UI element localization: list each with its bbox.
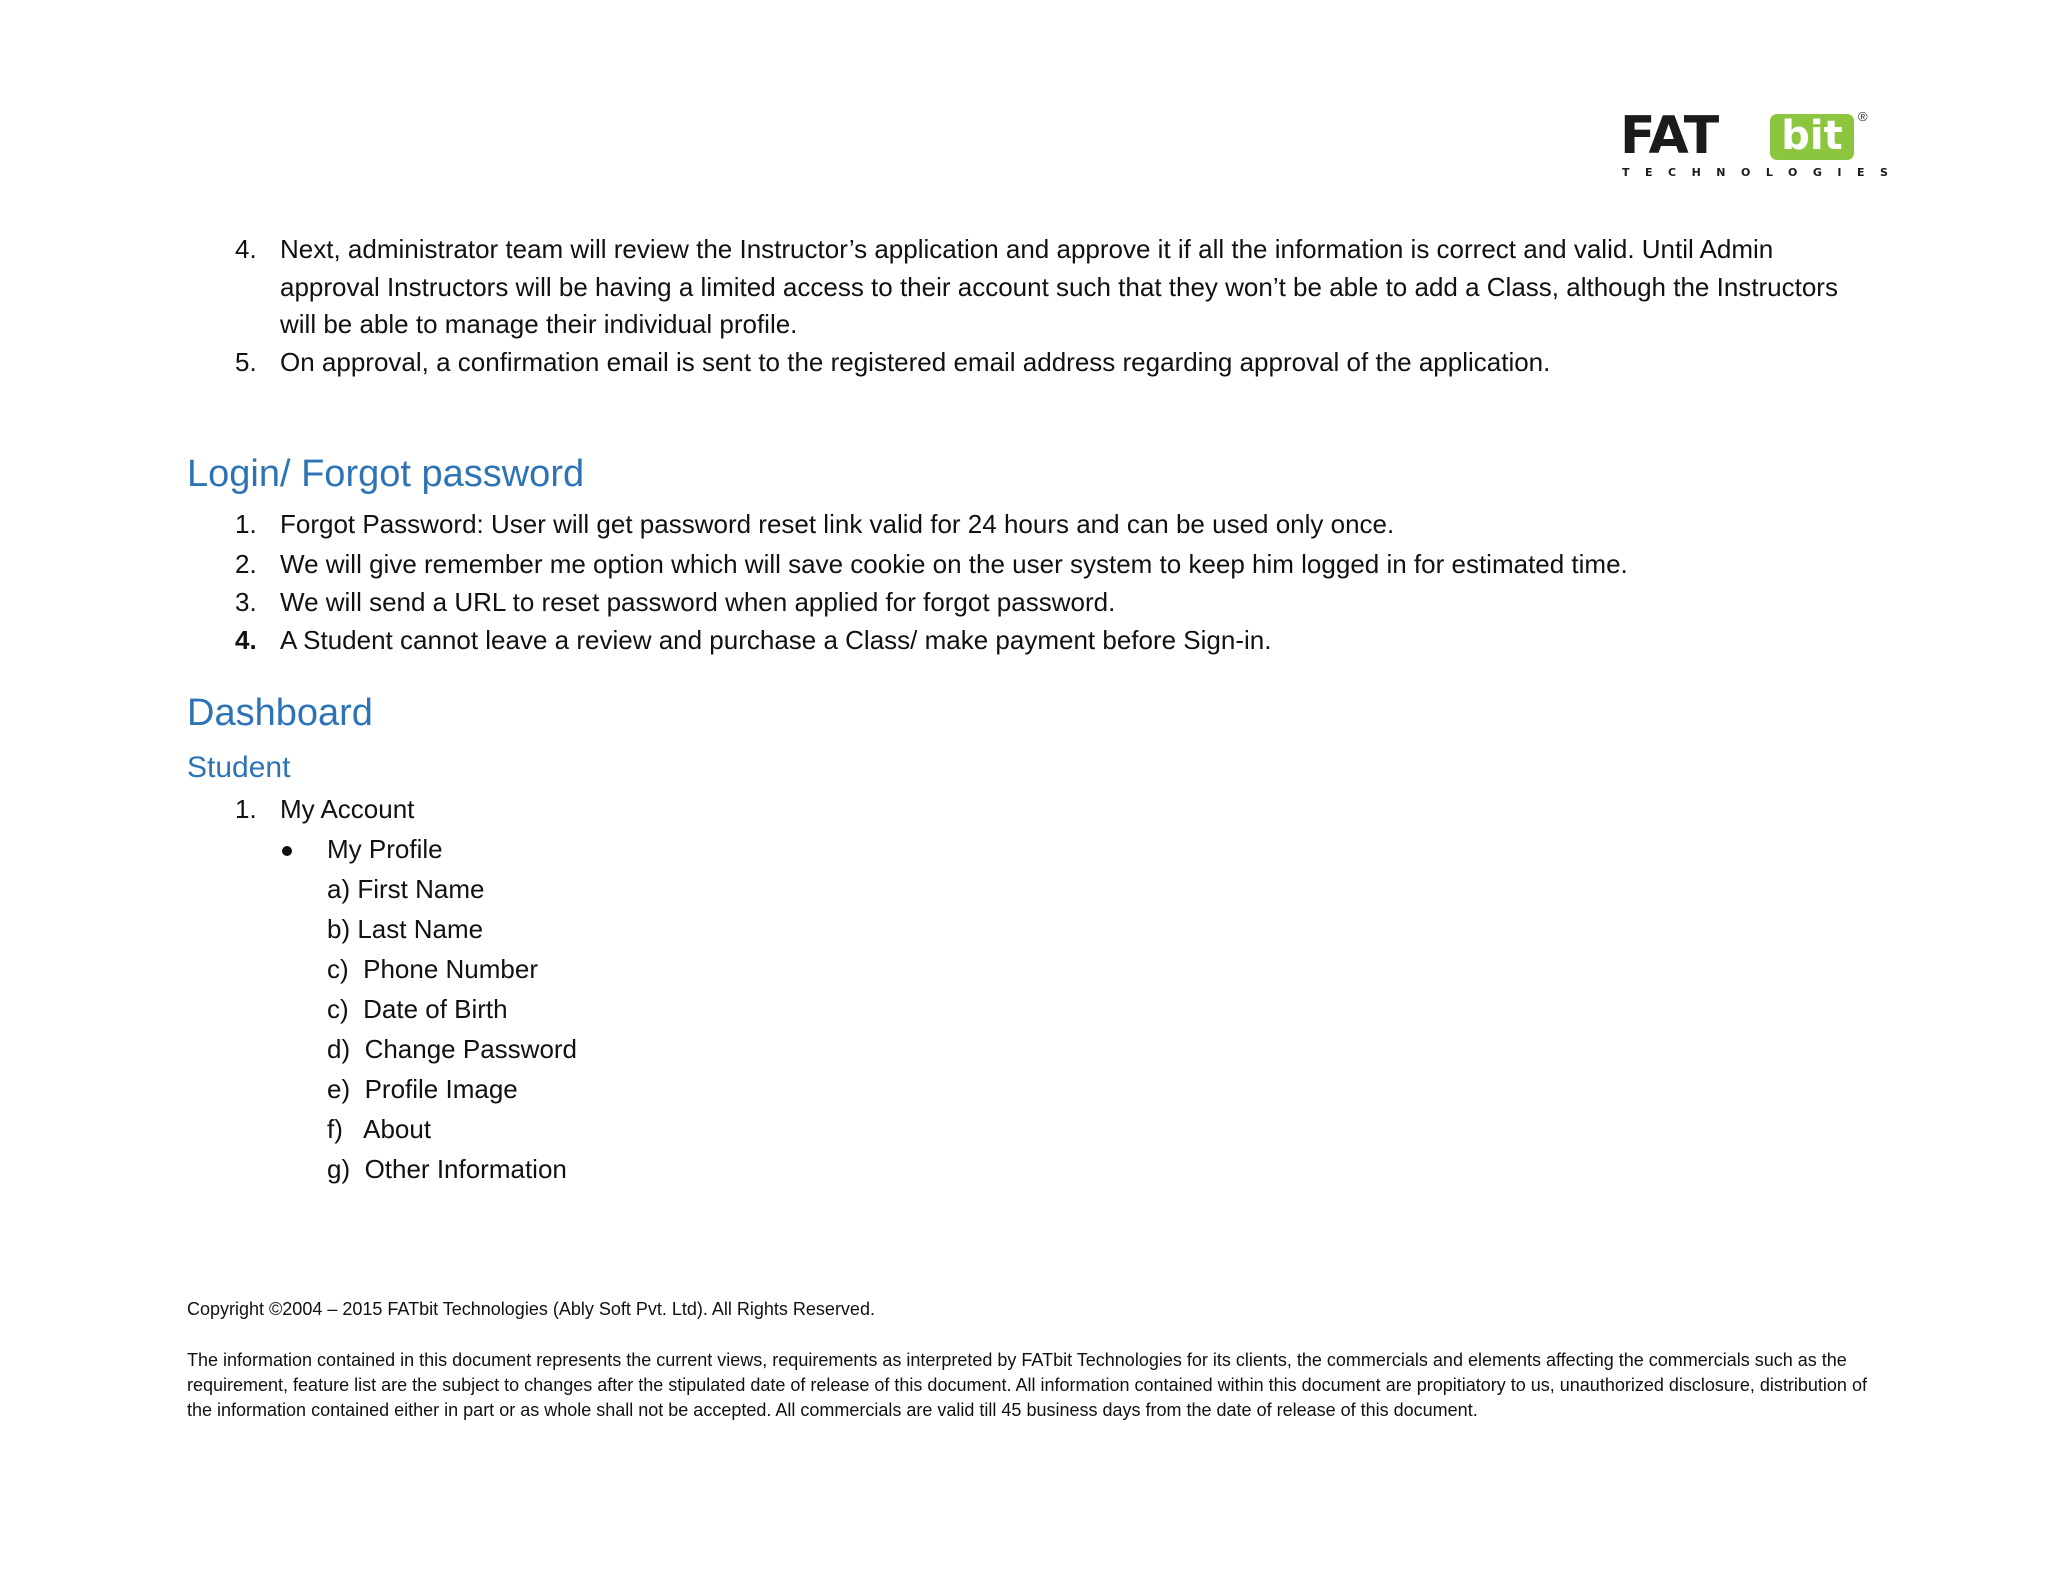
bullet-icon: [282, 846, 292, 856]
profile-field: f) About: [327, 1114, 432, 1144]
profile-field: d) Change Password: [327, 1034, 578, 1064]
profile-field: g) Other Information: [327, 1154, 567, 1184]
list-number: 3.: [235, 587, 257, 617]
list-item-text: We will give remember me option which will save cookie on the user system to keep him logged in for estimated time.: [280, 549, 1628, 579]
section-heading-dashboard: Dashboard: [187, 692, 373, 734]
list-number: 4.: [235, 234, 257, 264]
profile-field: c) Phone Number: [327, 954, 538, 984]
profile-field: c) Date of Birth: [327, 994, 508, 1024]
logo-accent: bit: [1770, 114, 1854, 160]
logo-word: FAT: [1620, 106, 1719, 166]
my-account-label: My Account: [280, 794, 415, 824]
list-item-text: On approval, a confirmation email is sent to the registered email address regarding approval of the application.: [280, 347, 1551, 377]
list-item-text: Forgot Password: User will get password reset link valid for 24 hours and can be used only once.: [280, 509, 1395, 539]
subsection-heading-student: Student: [187, 751, 291, 784]
logo-tagline: TECHNOLOGIES: [1622, 166, 1904, 179]
list-item-text: Next, administrator team will review the Instructor’s application and approve it if all the information is correct and valid. Until Admin approval Instructors will be having a limited access to their account such that they won’t be able to add a Class, although the Instructors will be able to manage their individual profile.: [280, 234, 1838, 339]
list-number: 1.: [235, 794, 257, 824]
profile-field: a) First Name: [327, 874, 485, 904]
copyright-notice: Copyright ©2004 – 2015 FATbit Technologies (Ably Soft Pvt. Ltd). All Rights Reserved.: [187, 1299, 875, 1319]
list-number: 5.: [235, 347, 257, 377]
list-item-text: We will send a URL to reset password when applied for forgot password.: [280, 587, 1116, 617]
profile-field: b) Last Name: [327, 914, 484, 944]
list-number: 2.: [235, 549, 257, 579]
profile-field: e) Profile Image: [327, 1074, 518, 1104]
section-heading-login: Login/ Forgot password: [187, 453, 585, 495]
fatbit-logo: [1620, 106, 1904, 180]
logo-registered-mark: ®: [1858, 109, 1868, 124]
list-number: 1.: [235, 509, 257, 539]
my-profile-label: My Profile: [327, 834, 443, 864]
legal-disclaimer: The information contained in this document represents the current views, requirements as interpreted by FATbit Technologies for its clients, the commercials and elements affecting the commercials such as the requirement, feature list are the subject to changes after the stipulated date of release of this document. All information contained within this document are propitiatory to us, unauthorized disclosure, distribution of the information contained either in part or as whole shall not be accepted. All commercials are valid till 45 business days from the date of release of this document.: [187, 1350, 1867, 1420]
list-item-text: A Student cannot leave a review and purchase a Class/ make payment before Sign-in.: [280, 625, 1272, 655]
list-number: 4.: [235, 625, 257, 655]
